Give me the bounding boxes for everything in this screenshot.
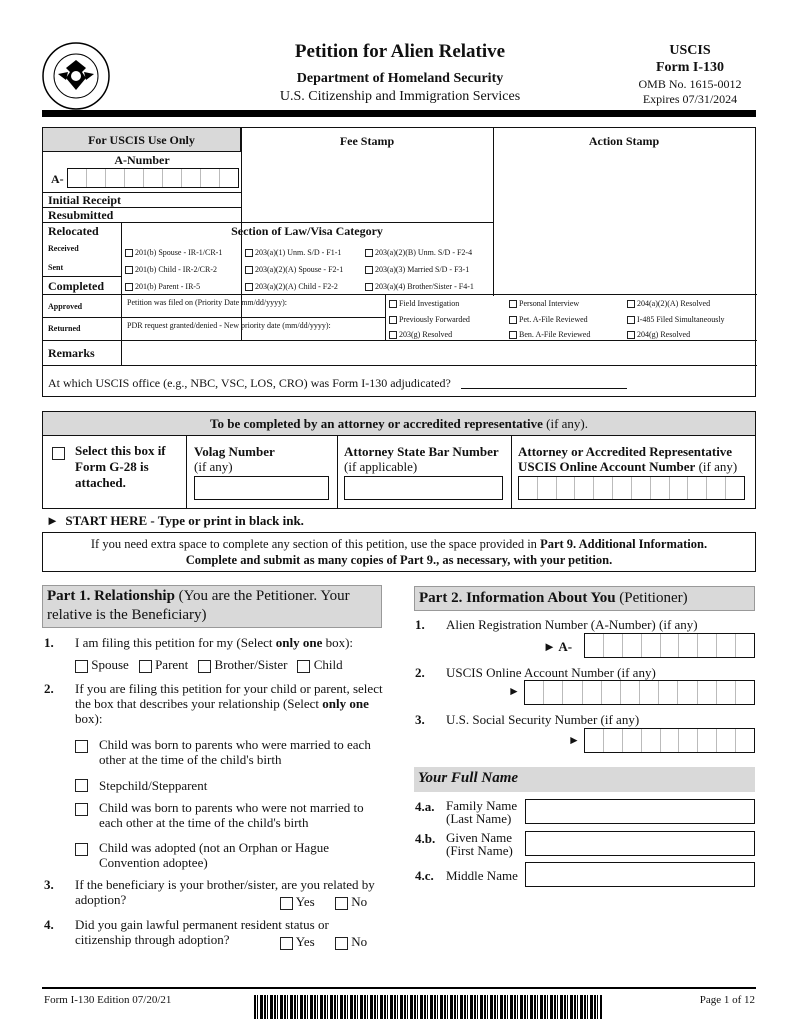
account-label: Attorney or Accredited Representative (518, 444, 733, 459)
child-born-unmarried-checkbox[interactable] (75, 803, 88, 816)
extra-space-note: If you need extra space to complete any section of this petition, use the space provided in Part 9. Additional Information. Complete and submit as many copies of Part 9., as necessary, with your petition. (42, 532, 756, 572)
stepchild-checkbox[interactable] (75, 779, 88, 792)
visa-option[interactable]: 203(a)(2)(A) Child - F2-2 (245, 278, 343, 295)
office-check[interactable]: Personal Interview (509, 296, 590, 312)
resubmitted-label: Resubmitted (48, 208, 114, 222)
given-name-label: Given Name (First Name) (446, 830, 513, 858)
part2-heading: Part 2. Information About You (Petitioner) (414, 586, 755, 611)
checks-col-1 (389, 296, 470, 343)
uscis-use-only-block: For USCIS Use Only Fee Stamp Action Stamp A-Number A- Initial Receipt Resubmitted Relocated Section of Law/Visa Category Received Sent Completed Approved Returned 201(b) Spouse - IR-1/CR-1 201(b) Child - IR-2/CR-2 201(b) Parent - IR-5 203(a)(1) Unm. S/D - F1-1 203(a)(2)(A) Spouse - F2-1 203(a)(2)(A) Child - F2-2 203(a)(2)(B) Unm. S/D - F2-4 203(a)(3) Married S/D - F3-1 203(a)(4) Brother/Sister - F4-1 Petition was filed on (Priority Date mm/dd/yyyy): PDR request granted/denied - New priority date (mm/dd/yyyy): Field Investigation Previously Forwarded 203(g) Resolved Personal Interview Pet. A-File Reviewed Ben. A-File Reviewed 204(a)(2)(A) Resolved I-485 Filed Simultaneously 204(g) Resolved Remarks At which USCIS office (e.g., NBC, VSC, LOS, CRO) was Form I-130 adjudicated? (42, 127, 756, 397)
family-name-label: Family Name (Last Name) (446, 798, 518, 826)
returned-label: Returned (48, 324, 81, 333)
omb-number: OMB No. 1615-0012 (638, 77, 742, 91)
child-option[interactable]: Child (297, 657, 342, 673)
online-account-field[interactable] (524, 680, 755, 705)
volag-label: Volag Number (194, 444, 275, 459)
account-label-2: USCIS Online Account Number (518, 459, 696, 474)
visa-option[interactable]: 201(b) Child - IR-2/CR-2 (125, 261, 222, 278)
office-check[interactable]: Ben. A-File Reviewed (509, 327, 590, 343)
ssn-field[interactable] (584, 728, 755, 753)
fee-stamp-label: Fee Stamp (339, 134, 395, 148)
footer-form-edition: Form I-130 Edition 07/20/21 (44, 994, 172, 1006)
bar-number-input[interactable] (344, 476, 503, 500)
visa-option[interactable]: 203(a)(1) Unm. S/D - F1-1 (245, 244, 343, 261)
priority-date-label: Petition was filed on (Priority Date mm/dd/yyyy): (127, 298, 287, 307)
middle-name-input[interactable] (525, 862, 755, 887)
approved-label: Approved (48, 302, 83, 311)
stepchild-label: Stepchild/Stepparent (99, 778, 208, 793)
adjudicated-label: At which USCIS office (e.g., NBC, VSC, LOS, CRO) was Form I-130 adjudicated? (48, 376, 451, 390)
visa-col-1 (125, 244, 222, 295)
department-name: Department of Homeland Security (296, 71, 504, 86)
bar-number-sublabel: (if applicable) (344, 459, 418, 474)
adjudicated-input[interactable] (461, 388, 627, 389)
brother-sister-option[interactable]: Brother/Sister (198, 657, 287, 673)
office-check[interactable]: I-485 Filed Simultaneously (627, 312, 725, 328)
volag-input[interactable] (194, 476, 329, 500)
visa-option[interactable]: 203(a)(3) Married S/D - F3-1 (365, 261, 474, 278)
relationship-options (75, 657, 343, 673)
part2-q2-label: USCIS Online Account Number (if any) (446, 665, 656, 680)
part2-q1-label: Alien Registration Number (A-Number) (if any) (446, 617, 698, 632)
office-check[interactable]: Pet. A-File Reviewed (509, 312, 590, 328)
given-name-input[interactable] (525, 831, 755, 856)
part2-q3-label: U.S. Social Security Number (if any) (446, 712, 640, 727)
office-check[interactable]: 203(g) Resolved (389, 327, 470, 343)
child-born-married-checkbox[interactable] (75, 740, 88, 753)
page-title: Petition for Alien Relative (294, 41, 506, 62)
barcode-icon (254, 995, 602, 1019)
attorney-account-input[interactable] (518, 476, 745, 500)
child-born-unmarried-label: Child was born to parents who were not married to each other at the time of the child's birth (99, 800, 364, 830)
child-adopted-checkbox[interactable] (75, 843, 88, 856)
q3-yes[interactable]: Yes (280, 894, 315, 910)
checks-col-3 (627, 296, 725, 343)
form-number: Form I-130 (655, 60, 725, 75)
visa-option[interactable]: 203(a)(4) Brother/Sister - F4-1 (365, 278, 474, 295)
pdr-label: PDR request granted/denied - New priority date (mm/dd/yyyy): (127, 321, 331, 330)
q4-yes[interactable]: Yes (280, 934, 315, 950)
part1-q2-label: If you are filing this petition for your child or parent, select the box that describes your relationship (Select only one box): (75, 681, 383, 726)
remarks-field[interactable] (121, 340, 757, 365)
part1-heading: Part 1. Relationship (You are the Petitioner. Your relative is the Beneficiary) (42, 585, 382, 628)
parent-option[interactable]: Parent (139, 657, 188, 673)
uscis-only-header: For USCIS Use Only (43, 128, 241, 152)
q3-no[interactable]: No (335, 894, 367, 910)
bar-number-label: Attorney State Bar Number (344, 444, 499, 459)
initial-receipt-label: Initial Receipt (48, 193, 121, 207)
completed-label: Completed (48, 279, 104, 293)
visa-option[interactable]: 201(b) Spouse - IR-1/CR-1 (125, 244, 222, 261)
visa-option[interactable]: 203(a)(2)(A) Spouse - F2-1 (245, 261, 343, 278)
dhs-seal-icon (42, 42, 110, 110)
family-name-input[interactable] (525, 799, 755, 824)
office-check[interactable]: Previously Forwarded (389, 312, 470, 328)
a-number-field[interactable] (584, 633, 755, 658)
g28-checkbox[interactable] (52, 447, 65, 460)
visa-option[interactable]: 203(a)(2)(B) Unm. S/D - F2-4 (365, 244, 474, 261)
remarks-label: Remarks (48, 346, 95, 360)
part1-q4-label: Did you gain lawful permanent resident status or citizenship through adoption? (75, 917, 329, 947)
visa-col-2 (245, 244, 343, 295)
attorney-heading: To be completed by an attorney or accredited representative (if any). (43, 412, 755, 436)
page-number: Page 1 of 12 (699, 994, 755, 1006)
g28-label: Select this box if Form G-28 is attached. (75, 443, 166, 490)
volag-sublabel: (if any) (194, 459, 233, 474)
q4-no[interactable]: No (335, 934, 367, 950)
a-number-label: A-Number (114, 153, 170, 167)
part1-q3-label: If the beneficiary is your brother/sister, are you related by adoption? (75, 877, 375, 907)
received-label: Received (48, 244, 79, 253)
visa-option[interactable]: 201(b) Parent - IR-5 (125, 278, 222, 295)
footer-rule (42, 987, 756, 989)
relocated-label: Relocated (48, 224, 99, 238)
expiration: Expires 07/31/2024 (642, 92, 738, 106)
section-law-label: Section of Law/Visa Category (231, 224, 383, 238)
attorney-block: To be completed by an attorney or accredited representative (if any). Select this box if Form G-28 is attached. Volag Number (if any) Attorney State Bar Number (if applicable) Attorney or Accredited Representative USCIS Online Account Number (if any) (42, 411, 756, 509)
sent-label: Sent (48, 263, 64, 272)
a-number-input[interactable] (67, 168, 239, 188)
action-stamp-label: Action Stamp (588, 134, 660, 148)
part1-q1-label: I am filing this petition for my (Select only one box): (75, 635, 354, 650)
agency-short: USCIS (669, 43, 711, 58)
office-check[interactable]: Field Investigation (389, 296, 470, 312)
visa-col-3 (365, 244, 474, 295)
full-name-heading: Your Full Name (414, 767, 755, 792)
middle-name-label: Middle Name (446, 868, 518, 883)
office-check[interactable]: 204(a)(2)(A) Resolved (627, 296, 725, 312)
checks-col-2 (509, 296, 590, 343)
agency-name: U.S. Citizenship and Immigration Services (279, 89, 521, 104)
start-here: ► START HERE - Type or print in black ink. (46, 513, 304, 528)
header-rule (42, 110, 756, 117)
office-check[interactable]: 204(g) Resolved (627, 327, 725, 343)
child-adopted-label: Child was adopted (not an Orphan or Hague Convention adoptee) (99, 840, 329, 870)
child-born-married-label: Child was born to parents who were married to each other at the time of the child's birth (99, 737, 371, 767)
spouse-option[interactable]: Spouse (75, 657, 129, 673)
